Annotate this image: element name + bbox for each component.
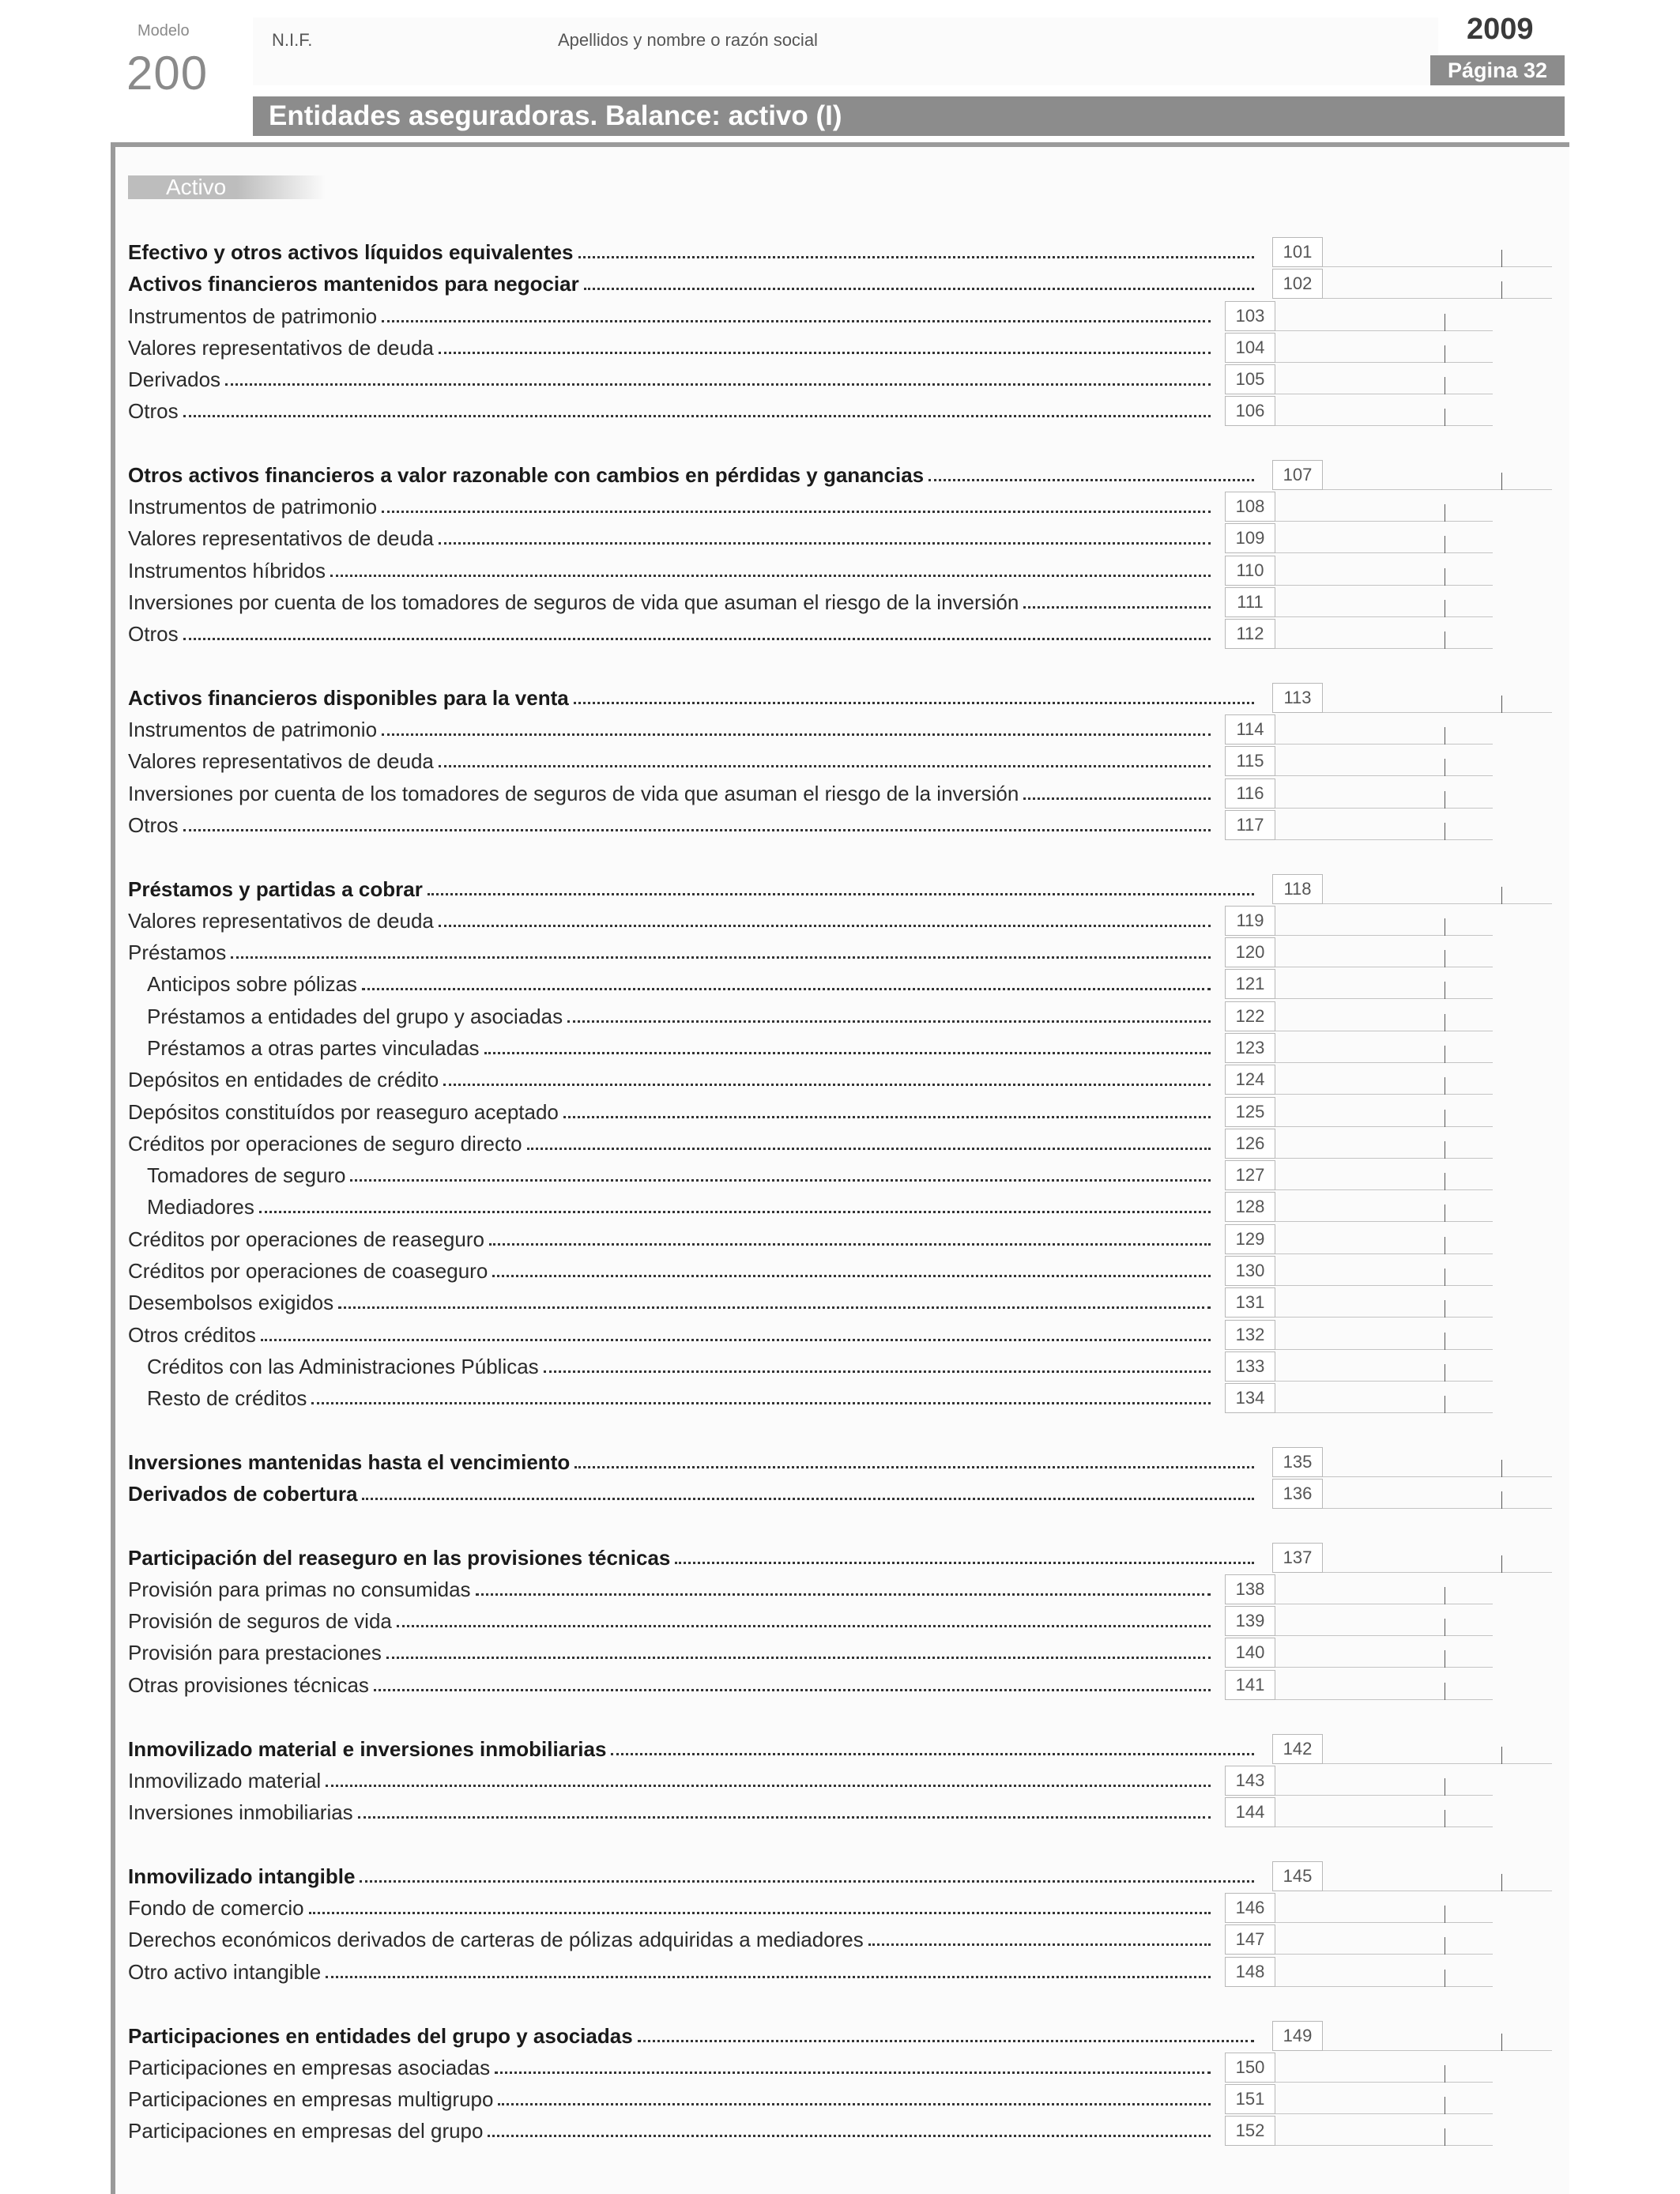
- field-code-104: 104: [1225, 333, 1275, 363]
- field-code-139: 139: [1225, 1606, 1275, 1636]
- dot-leader: [544, 1370, 1211, 1373]
- row-label: Préstamos a entidades del grupo y asociadas: [147, 1005, 563, 1028]
- row-label: Anticipos sobre pólizas: [147, 972, 357, 996]
- field-code-126: 126: [1225, 1129, 1275, 1159]
- field-code-106: 106: [1225, 396, 1275, 426]
- row-label: Activos financieros disponibles para la venta: [128, 686, 569, 710]
- amount-field-150[interactable]: [1275, 2053, 1493, 2083]
- row-label: Instrumentos híbridos: [128, 559, 326, 582]
- field-code-145: 145: [1272, 1861, 1323, 1891]
- amount-field-140[interactable]: [1275, 1638, 1493, 1668]
- amount-field-107[interactable]: [1323, 460, 1552, 490]
- row-label-wrap: [128, 2119, 1211, 2143]
- row-label: Desembolsos exigidos: [128, 1291, 334, 1314]
- row-label: Mediadores: [147, 1195, 254, 1219]
- dot-leader: [439, 542, 1211, 545]
- row-label-wrap: [128, 399, 1211, 423]
- modelo-label: Modelo: [137, 22, 190, 40]
- row-label-wrap: [128, 1928, 1211, 1951]
- field-code-128: 128: [1225, 1192, 1275, 1222]
- row-label-wrap: [128, 590, 1211, 614]
- row-label-wrap: [128, 2056, 1211, 2079]
- row-label: Préstamos: [128, 941, 227, 964]
- amount-field-122[interactable]: [1275, 1001, 1493, 1031]
- row-label: Valores representativos de deuda: [128, 336, 434, 360]
- amount-field-116[interactable]: [1275, 778, 1493, 809]
- row-label-wrap: [128, 622, 1211, 646]
- row-label-wrap: [128, 1132, 1211, 1155]
- row-label-wrap: [128, 1482, 1254, 1506]
- dot-leader: [439, 925, 1211, 927]
- amount-field-111[interactable]: [1275, 587, 1493, 617]
- field-code-119: 119: [1225, 906, 1275, 936]
- field-code-120: 120: [1225, 937, 1275, 967]
- row-label-wrap: [128, 495, 1211, 518]
- amount-field-127[interactable]: [1275, 1160, 1493, 1190]
- amount-field-123[interactable]: [1275, 1033, 1493, 1063]
- row-label-wrap: [128, 368, 1211, 391]
- dot-leader: [611, 1753, 1254, 1755]
- row-label-wrap: [128, 1323, 1211, 1347]
- field-code-112: 112: [1225, 619, 1275, 649]
- row-label: Activos financieros mantenidos para negociar: [128, 272, 579, 296]
- page-number-badge: Página 32: [1430, 55, 1565, 85]
- field-code-101: 101: [1272, 237, 1323, 267]
- row-label: Resto de créditos: [147, 1386, 307, 1410]
- row-label: Inversiones por cuenta de los tomadores de seguros de vida que asuman el riesgo de la inversión: [128, 590, 1019, 614]
- row-label-wrap: [128, 718, 1211, 741]
- dot-leader: [350, 1179, 1211, 1182]
- dot-leader: [584, 288, 1254, 290]
- dot-leader: [578, 256, 1255, 258]
- section-tab-activo: Activo: [128, 175, 326, 199]
- amount-field-138[interactable]: [1275, 1574, 1493, 1604]
- dot-leader: [527, 1148, 1211, 1150]
- dot-leader: [225, 383, 1211, 386]
- dot-leader: [439, 352, 1211, 354]
- amount-field-112[interactable]: [1275, 619, 1493, 649]
- row-label: Inmovilizado material e inversiones inmobiliarias: [128, 1737, 607, 1761]
- dot-leader: [382, 511, 1211, 513]
- row-label-wrap: [128, 782, 1211, 805]
- amount-field-133[interactable]: [1275, 1351, 1493, 1382]
- dot-leader: [439, 765, 1211, 767]
- amount-field-129[interactable]: [1275, 1224, 1493, 1254]
- amount-field-136[interactable]: [1323, 1479, 1552, 1509]
- row-label: Fondo de comercio: [128, 1896, 304, 1920]
- row-label-wrap: [128, 1291, 1211, 1314]
- field-code-152: 152: [1225, 2116, 1275, 2146]
- decimal-separator-tick: [1501, 281, 1502, 299]
- row-label-wrap: [128, 1960, 1211, 1984]
- field-code-115: 115: [1225, 746, 1275, 776]
- dot-leader: [929, 479, 1254, 481]
- row-label-wrap: [128, 1259, 1211, 1283]
- field-code-102: 102: [1272, 269, 1323, 299]
- row-label-wrap: [128, 1355, 1211, 1378]
- row-label: Instrumentos de patrimonio: [128, 718, 378, 741]
- row-label: Créditos con las Administraciones Públicas: [147, 1355, 539, 1378]
- row-label-wrap: [128, 2024, 1254, 2048]
- amount-field-103[interactable]: [1275, 301, 1493, 331]
- amount-field-119[interactable]: [1275, 906, 1493, 936]
- dot-leader: [397, 1625, 1211, 1627]
- field-code-136: 136: [1272, 1479, 1323, 1509]
- amount-field-152[interactable]: [1275, 2116, 1493, 2146]
- amount-field-121[interactable]: [1275, 969, 1493, 999]
- amount-field-126[interactable]: [1275, 1129, 1493, 1159]
- decimal-separator-tick: [1501, 2034, 1502, 2051]
- row-label: Valores representativos de deuda: [128, 526, 434, 550]
- row-label: Inversiones mantenidas hasta el vencimiento: [128, 1450, 571, 1474]
- row-label: Depósitos en entidades de crédito: [128, 1068, 439, 1091]
- field-code-105: 105: [1225, 364, 1275, 394]
- field-code-118: 118: [1272, 874, 1323, 904]
- dot-leader: [338, 1306, 1211, 1309]
- row-label: Inversiones inmobiliarias: [128, 1800, 353, 1824]
- dot-leader: [495, 2071, 1211, 2074]
- field-code-132: 132: [1225, 1320, 1275, 1350]
- row-label-wrap: [128, 1546, 1254, 1570]
- row-label-wrap: [128, 1386, 1211, 1410]
- dot-leader: [362, 988, 1211, 990]
- field-code-137: 137: [1272, 1543, 1323, 1573]
- row-label-wrap: [128, 972, 1211, 996]
- field-code-135: 135: [1272, 1447, 1323, 1477]
- row-label: Inmovilizado material: [128, 1769, 322, 1793]
- amount-field-117[interactable]: [1275, 810, 1493, 840]
- decimal-separator-tick: [1501, 250, 1502, 267]
- dot-leader: [259, 1211, 1211, 1213]
- row-label: Participaciones en empresas multigrupo: [128, 2087, 494, 2111]
- field-code-125: 125: [1225, 1097, 1275, 1127]
- field-code-150: 150: [1225, 2053, 1275, 2083]
- row-label-wrap: [128, 813, 1211, 837]
- field-code-103: 103: [1225, 301, 1275, 331]
- row-label-wrap: [128, 2087, 1211, 2111]
- row-label: Provisión de seguros de vida: [128, 1609, 392, 1633]
- amount-field-110[interactable]: [1275, 556, 1493, 586]
- row-label: Préstamos y partidas a cobrar: [128, 877, 423, 901]
- row-label: Depósitos constituídos por reaseguro aceptado: [128, 1100, 559, 1124]
- amount-field-115[interactable]: [1275, 746, 1493, 776]
- dot-leader: [574, 1466, 1254, 1468]
- dot-leader: [309, 1912, 1211, 1914]
- row-label: Tomadores de seguro: [147, 1163, 346, 1187]
- page-title: Entidades aseguradoras. Balance: activo (I): [253, 96, 1565, 136]
- dot-leader: [563, 1116, 1211, 1118]
- field-code-117: 117: [1225, 810, 1275, 840]
- amount-field-114[interactable]: [1275, 714, 1493, 745]
- row-label: Participaciones en entidades del grupo y asociadas: [128, 2024, 633, 2048]
- field-code-151: 151: [1225, 2084, 1275, 2114]
- amount-field-120[interactable]: [1275, 937, 1493, 967]
- dot-leader: [489, 1243, 1211, 1246]
- row-label-wrap: [128, 526, 1211, 550]
- dot-leader: [675, 1562, 1254, 1564]
- row-label: Otros: [128, 399, 179, 423]
- name-field-label: Apellidos y nombre o razón social: [558, 30, 818, 50]
- row-label: Participaciones en empresas del grupo: [128, 2119, 484, 2143]
- row-label-wrap: [128, 304, 1211, 328]
- field-code-131: 131: [1225, 1287, 1275, 1318]
- row-label-wrap: [128, 1737, 1254, 1761]
- field-code-133: 133: [1225, 1351, 1275, 1382]
- field-code-109: 109: [1225, 523, 1275, 553]
- dot-leader: [382, 320, 1211, 322]
- field-code-108: 108: [1225, 492, 1275, 522]
- dot-leader: [386, 1657, 1211, 1659]
- amount-field-141[interactable]: [1275, 1670, 1493, 1700]
- amount-field-139[interactable]: [1275, 1606, 1493, 1636]
- field-code-129: 129: [1225, 1224, 1275, 1254]
- dot-leader: [492, 1275, 1211, 1277]
- row-label-wrap: [128, 1641, 1211, 1664]
- amount-field-101[interactable]: [1323, 237, 1552, 267]
- row-label: Derivados de cobertura: [128, 1482, 358, 1506]
- field-code-130: 130: [1225, 1256, 1275, 1286]
- row-label-wrap: [128, 1068, 1211, 1091]
- amount-field-147[interactable]: [1275, 1924, 1493, 1955]
- amount-field-125[interactable]: [1275, 1097, 1493, 1127]
- amount-field-131[interactable]: [1275, 1287, 1493, 1318]
- field-code-113: 113: [1272, 683, 1323, 713]
- decimal-separator-tick: [1501, 1874, 1502, 1891]
- row-label: Inversiones por cuenta de los tomadores de seguros de vida que asuman el riesgo de la inversión: [128, 782, 1019, 805]
- field-code-111: 111: [1225, 587, 1275, 617]
- dot-leader: [183, 415, 1211, 417]
- amount-field-144[interactable]: [1275, 1797, 1493, 1827]
- decimal-separator-tick: [1501, 1460, 1502, 1477]
- row-label-wrap: [128, 1100, 1211, 1124]
- dot-leader: [476, 1593, 1211, 1596]
- decimal-separator-tick: [1501, 473, 1502, 490]
- dot-leader: [360, 1880, 1254, 1883]
- amount-field-128[interactable]: [1275, 1192, 1493, 1222]
- dot-leader: [326, 1785, 1211, 1787]
- dot-leader: [1023, 797, 1211, 800]
- row-label-wrap: [128, 1036, 1211, 1060]
- row-label: Participación del reaseguro en las provisiones técnicas: [128, 1546, 671, 1570]
- row-label: Otras provisiones técnicas: [128, 1673, 369, 1697]
- dot-leader: [428, 893, 1254, 895]
- amount-field-142[interactable]: [1323, 1734, 1552, 1764]
- row-label: Créditos por operaciones de reaseguro: [128, 1227, 484, 1251]
- amount-field-124[interactable]: [1275, 1065, 1493, 1095]
- decimal-separator-tick: [1501, 696, 1502, 713]
- amount-field-132[interactable]: [1275, 1320, 1493, 1350]
- field-code-146: 146: [1225, 1893, 1275, 1923]
- amount-field-118[interactable]: [1323, 874, 1552, 904]
- dot-leader: [326, 1976, 1211, 1978]
- amount-field-130[interactable]: [1275, 1256, 1493, 1286]
- field-code-134: 134: [1225, 1383, 1275, 1413]
- dot-leader: [231, 956, 1211, 959]
- row-label: Otros activos financieros a valor razonable con cambios en pérdidas y ganancias: [128, 463, 925, 487]
- amount-field-109[interactable]: [1275, 523, 1493, 553]
- modelo-number: 200: [126, 47, 209, 100]
- nif-field-label: N.I.F.: [272, 30, 313, 50]
- field-code-142: 142: [1272, 1734, 1323, 1764]
- dot-leader: [484, 1052, 1211, 1054]
- form-year: 2009: [1467, 13, 1534, 46]
- dot-leader: [443, 1084, 1211, 1086]
- row-label-wrap: [128, 1163, 1211, 1187]
- dot-leader: [567, 1020, 1211, 1023]
- dot-leader: [261, 1339, 1211, 1341]
- field-code-138: 138: [1225, 1574, 1275, 1604]
- row-label: Derechos económicos derivados de carteras de pólizas adquiridas a mediadores: [128, 1928, 864, 1951]
- row-label-wrap: [128, 336, 1211, 360]
- amount-field-148[interactable]: [1275, 1957, 1493, 1987]
- decimal-separator-tick: [1501, 1747, 1502, 1764]
- row-label: Otros: [128, 813, 179, 837]
- row-label: Otro activo intangible: [128, 1960, 322, 1984]
- row-label: Provisión para prestaciones: [128, 1641, 382, 1664]
- row-label-wrap: [128, 1800, 1211, 1824]
- row-label-wrap: [128, 686, 1254, 710]
- amount-field-105[interactable]: [1275, 364, 1493, 394]
- field-code-127: 127: [1225, 1160, 1275, 1190]
- row-label: Otros: [128, 622, 179, 646]
- row-label: Efectivo y otros activos líquidos equivalentes: [128, 240, 574, 264]
- row-label: Valores representativos de deuda: [128, 909, 434, 933]
- row-label: Valores representativos de deuda: [128, 749, 434, 773]
- field-code-110: 110: [1225, 556, 1275, 586]
- row-label-wrap: [128, 1864, 1254, 1888]
- decimal-separator-tick: [1501, 1555, 1502, 1573]
- row-label-wrap: [128, 463, 1254, 487]
- row-label: Derivados: [128, 368, 221, 391]
- field-code-141: 141: [1225, 1670, 1275, 1700]
- dot-leader: [183, 829, 1211, 831]
- field-code-147: 147: [1225, 1924, 1275, 1955]
- field-code-148: 148: [1225, 1957, 1275, 1987]
- field-code-107: 107: [1272, 460, 1323, 490]
- amount-field-146[interactable]: [1275, 1893, 1493, 1923]
- dot-leader: [574, 702, 1254, 704]
- amount-field-104[interactable]: [1275, 333, 1493, 363]
- row-label-wrap: [128, 1450, 1254, 1474]
- field-code-116: 116: [1225, 778, 1275, 809]
- decimal-separator-tick: [1501, 887, 1502, 904]
- row-label: Créditos por operaciones de coaseguro: [128, 1259, 488, 1283]
- dot-leader: [362, 1498, 1254, 1500]
- row-label-wrap: [128, 941, 1211, 964]
- row-label: Participaciones en empresas asociadas: [128, 2056, 491, 2079]
- row-label-wrap: [128, 1005, 1211, 1028]
- dot-leader: [311, 1402, 1211, 1404]
- amount-field-145[interactable]: [1323, 1861, 1552, 1891]
- amount-field-135[interactable]: [1323, 1447, 1552, 1477]
- row-label-wrap: [128, 1769, 1211, 1793]
- dot-leader: [382, 733, 1211, 736]
- dot-leader: [488, 2135, 1211, 2137]
- amount-field-108[interactable]: [1275, 492, 1493, 522]
- field-code-124: 124: [1225, 1065, 1275, 1095]
- dot-leader: [1023, 606, 1211, 609]
- row-label-wrap: [128, 1578, 1211, 1601]
- row-label-wrap: [128, 559, 1211, 582]
- field-code-122: 122: [1225, 1001, 1275, 1031]
- dot-leader: [358, 1816, 1211, 1819]
- dot-leader: [868, 1943, 1211, 1946]
- amount-field-137[interactable]: [1323, 1543, 1552, 1573]
- row-label: Otros créditos: [128, 1323, 256, 1347]
- amount-field-113[interactable]: [1323, 683, 1552, 713]
- field-code-140: 140: [1225, 1638, 1275, 1668]
- field-code-114: 114: [1225, 714, 1275, 745]
- field-code-123: 123: [1225, 1033, 1275, 1063]
- dot-leader: [374, 1689, 1211, 1691]
- field-code-143: 143: [1225, 1766, 1275, 1796]
- dot-leader: [498, 2103, 1211, 2105]
- amount-field-149[interactable]: [1323, 2021, 1552, 2051]
- row-label-wrap: [128, 749, 1211, 773]
- row-label-wrap: [128, 1227, 1211, 1251]
- row-label-wrap: [128, 1195, 1211, 1219]
- dot-leader: [638, 2040, 1254, 2042]
- dot-leader: [183, 638, 1211, 640]
- row-label: Préstamos a otras partes vinculadas: [147, 1036, 480, 1060]
- row-label-wrap: [128, 1896, 1211, 1920]
- row-label: Instrumentos de patrimonio: [128, 495, 378, 518]
- amount-field-143[interactable]: [1275, 1766, 1493, 1796]
- amount-field-134[interactable]: [1275, 1383, 1493, 1413]
- row-label-wrap: [128, 1609, 1211, 1633]
- row-label-wrap: [128, 272, 1254, 296]
- decimal-separator-tick: [1501, 1491, 1502, 1509]
- row-label-wrap: [128, 1673, 1211, 1697]
- dot-leader: [330, 575, 1211, 577]
- row-label: Créditos por operaciones de seguro directo: [128, 1132, 522, 1155]
- field-code-121: 121: [1225, 969, 1275, 999]
- amount-field-106[interactable]: [1275, 396, 1493, 426]
- field-code-144: 144: [1225, 1797, 1275, 1827]
- field-code-149: 149: [1272, 2021, 1323, 2051]
- row-label-wrap: [128, 909, 1211, 933]
- amount-field-151[interactable]: [1275, 2084, 1493, 2114]
- row-label-wrap: [128, 240, 1254, 264]
- amount-field-102[interactable]: [1323, 269, 1552, 299]
- row-label: Inmovilizado intangible: [128, 1864, 356, 1888]
- row-label-wrap: [128, 877, 1254, 901]
- row-label: Instrumentos de patrimonio: [128, 304, 378, 328]
- row-label: Provisión para primas no consumidas: [128, 1578, 471, 1601]
